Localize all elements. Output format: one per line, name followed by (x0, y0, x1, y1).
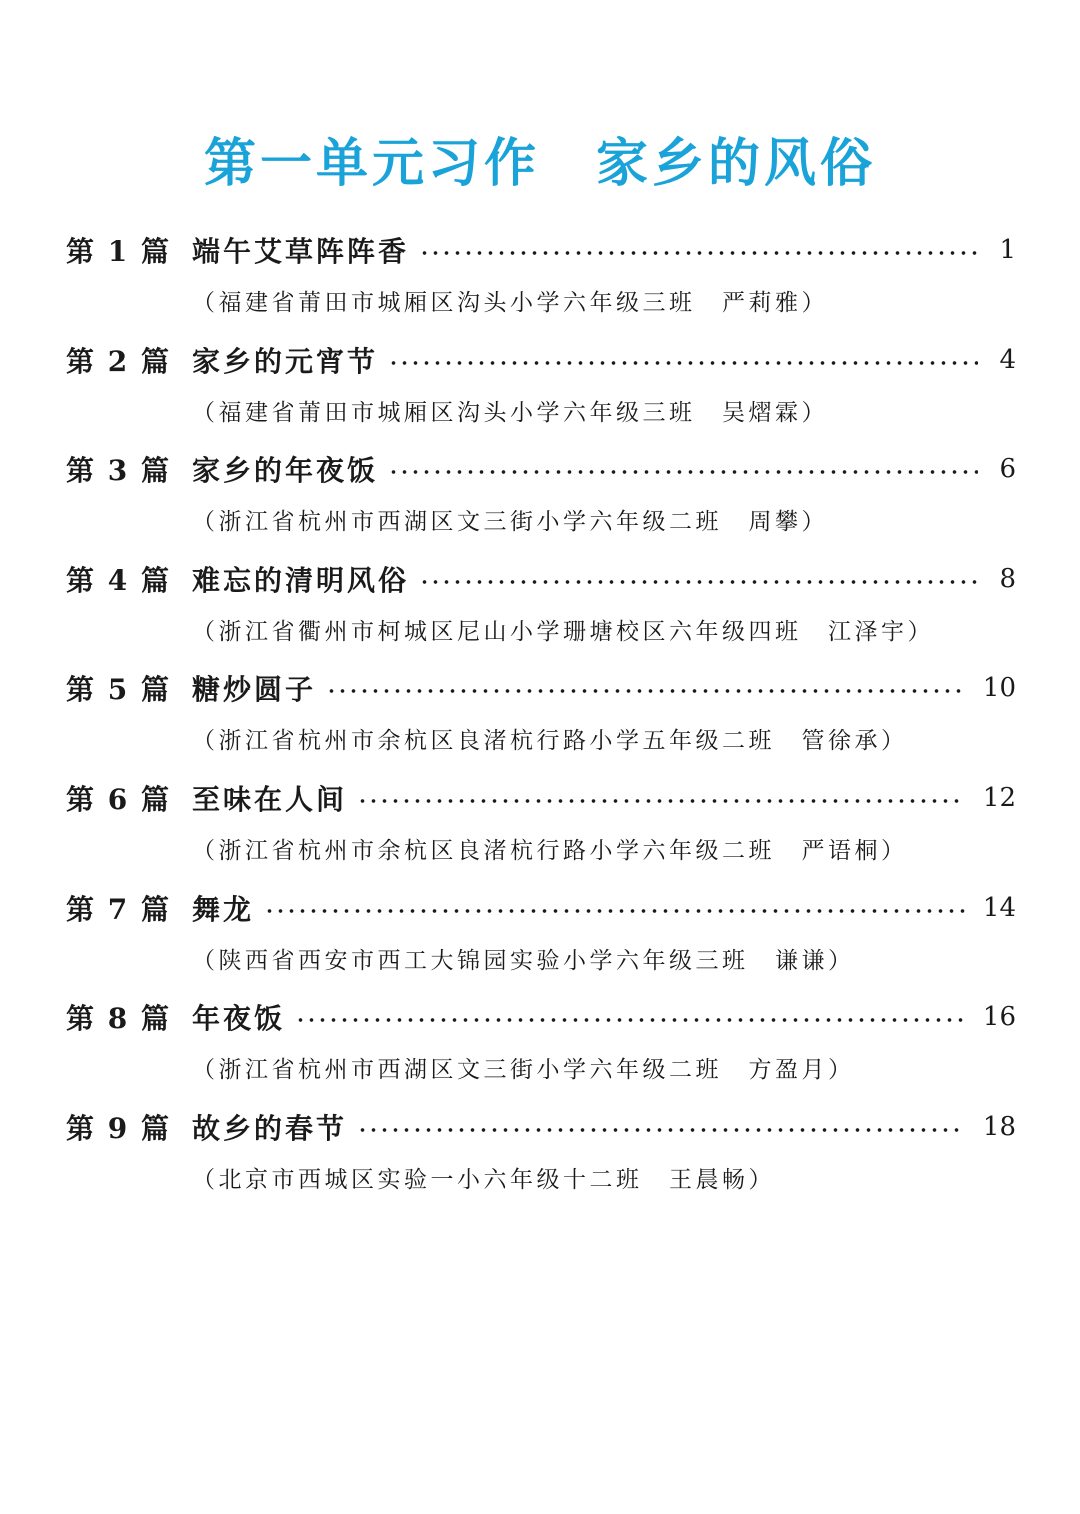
article-number: 第 2 篇 (66, 344, 171, 378)
page-number: 14 (982, 892, 1016, 923)
toc-entry-line (66, 668, 1016, 708)
article-title[interactable]: 家乡的年夜饭 (192, 454, 379, 488)
page-number: 12 (982, 782, 1016, 813)
article-author: （浙江省衢州市柯城区尼山小学珊塘校区六年级四班 江泽宇） (192, 618, 934, 645)
toc-entry[interactable] (0, 322, 1080, 432)
page-number: 8 (999, 563, 1016, 594)
toc-entry[interactable] (0, 541, 1080, 651)
page-number: 16 (982, 1002, 1016, 1033)
article-number: 第 1 篇 (66, 235, 171, 268)
article-number: 第 3 篇 (66, 454, 171, 488)
article-author: （浙江省杭州市余杭区良渚杭行路小学五年级二班 管徐承） (192, 728, 908, 755)
article-author: （福建省莆田市城厢区沟头小学六年级三班 吴熠霖） (192, 399, 828, 426)
unit-heading: 第一单元习作 家乡的风俗 (203, 134, 876, 194)
article-title[interactable]: 难忘的清明风俗 (192, 563, 410, 597)
table-of-contents (0, 212, 1080, 1198)
article-title[interactable]: 舞龙 (192, 892, 255, 926)
dot-leader (388, 361, 978, 365)
article-number: 第 6 篇 (66, 782, 171, 816)
toc-entry[interactable] (0, 431, 1080, 541)
page-number: 10 (982, 673, 1016, 704)
article-title[interactable]: 年夜饭 (192, 1002, 286, 1036)
article-author: （浙江省杭州市余杭区良渚杭行路小学六年级二班 严语桐） (192, 837, 908, 864)
dot-leader (264, 909, 965, 913)
page-number: 18 (982, 1111, 1016, 1142)
article-number: 第 9 篇 (66, 1111, 171, 1145)
article-title[interactable]: 家乡的元宵节 (192, 344, 379, 378)
dot-leader (326, 689, 965, 693)
article-number: 第 5 篇 (66, 673, 171, 707)
article-number: 第 4 篇 (66, 563, 171, 597)
toc-entry[interactable] (0, 760, 1080, 870)
toc-entry-line (66, 997, 1016, 1037)
article-author: （福建省莆田市城厢区沟头小学六年级三班 严莉雅） (192, 290, 828, 316)
article-author: （浙江省杭州市西湖区文三街小学六年级二班 周攀） (192, 509, 828, 536)
dot-leader (357, 1128, 965, 1132)
article-number: 第 8 篇 (66, 1002, 171, 1036)
article-title[interactable]: 端午艾草阵阵香 (192, 235, 410, 268)
toc-entry[interactable] (0, 979, 1080, 1089)
page-number: 4 (999, 344, 1016, 375)
article-number: 第 7 篇 (66, 892, 171, 926)
toc-entry-line (66, 340, 1016, 380)
page-number: 6 (999, 454, 1016, 485)
toc-entry-line (66, 1107, 1016, 1147)
article-author: （北京市西城区实验一小六年级十二班 王晨畅） (192, 1166, 775, 1193)
toc-entry-line (66, 230, 1016, 270)
article-title[interactable]: 糖炒圆子 (192, 673, 317, 707)
toc-entry[interactable] (0, 212, 1080, 322)
page-number: 1 (999, 235, 1016, 265)
toc-entry[interactable] (0, 870, 1080, 980)
toc-entry-line (66, 778, 1016, 818)
article-title[interactable]: 故乡的春节 (192, 1111, 348, 1145)
toc-entry[interactable] (0, 650, 1080, 760)
article-author: （陕西省西安市西工大锦园实验小学六年级三班 谦谦） (192, 947, 855, 974)
dot-leader (419, 580, 978, 584)
dot-leader (388, 470, 978, 474)
dot-leader (419, 251, 978, 255)
toc-entry[interactable] (0, 1089, 1080, 1199)
toc-entry-line (66, 449, 1016, 489)
toc-entry-line (66, 888, 1016, 928)
article-title[interactable]: 至味在人间 (192, 782, 348, 816)
dot-leader (357, 799, 965, 803)
dot-leader (295, 1018, 965, 1022)
article-author: （浙江省杭州市西湖区文三街小学六年级二班 方盈月） (192, 1057, 855, 1084)
toc-entry-line (66, 559, 1016, 599)
